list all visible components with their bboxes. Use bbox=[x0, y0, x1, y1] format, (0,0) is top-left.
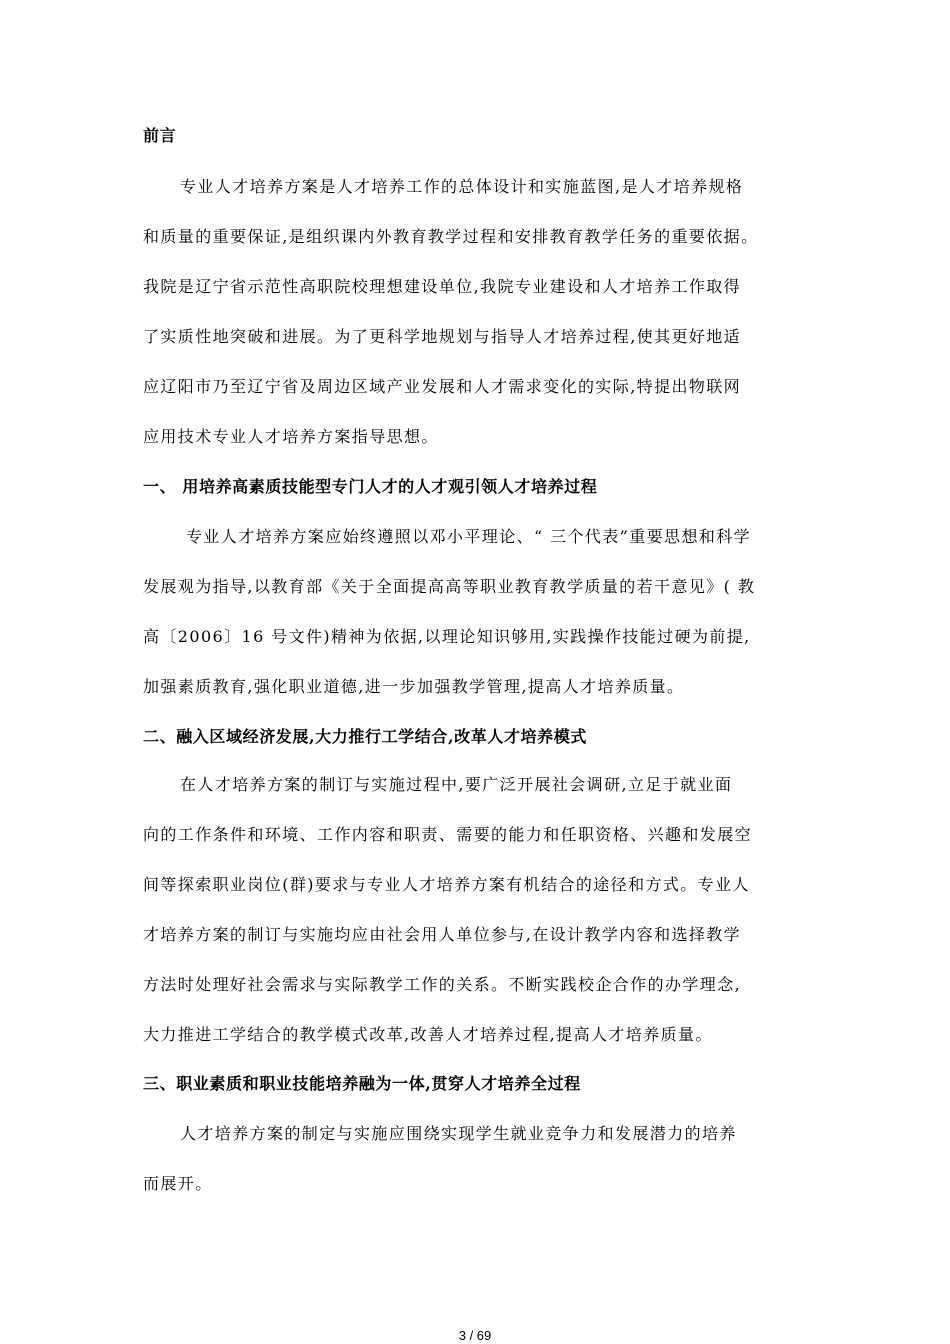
preface-paragraph-line: 应辽阳市乃至辽宁省及周边区域产业发展和人才需求变化的实际,特提出物联网 bbox=[143, 377, 742, 396]
section-2-paragraph-line: 在人才培养方案的制订与实施过程中,要广泛开展社会调研,立足于就业面 bbox=[180, 775, 733, 794]
section-1-heading: 一、 用培养高素质技能型专门人才的人才观引领人才培养过程 bbox=[143, 477, 598, 496]
section-2-paragraph-line: 大力推进工学结合的教学模式改革,改善人才培养过程,提高人才培养质量。 bbox=[143, 1025, 713, 1044]
section-3-paragraph-line: 而展开。 bbox=[143, 1174, 213, 1193]
preface-paragraph-line: 和质量的重要保证,是组织课内外教育教学过程和安排教育教学任务的重要依据。 bbox=[143, 227, 759, 246]
section-2-heading: 二、融入区域经济发展,大力推行工学结合,改革人才培养模式 bbox=[143, 727, 587, 746]
section-2-paragraph-line: 方法时处理好社会需求与实际教学工作的关系。不断实践校企合作的办学理念, bbox=[143, 975, 742, 994]
preface-title: 前言 bbox=[143, 126, 177, 145]
page-number: 3 / 69 bbox=[458, 1328, 492, 1343]
preface-paragraph-line: 专业人才培养方案是人才培养工作的总体设计和实施蓝图,是人才培养规格 bbox=[180, 177, 744, 196]
preface-paragraph-line: 应用技术专业人才培养方案指导思想。 bbox=[143, 427, 439, 446]
preface-paragraph-line: 了实质性地突破和进展。为了更科学地规划与指导人才培养过程,使其更好地适 bbox=[143, 327, 742, 346]
section-3-heading: 三、职业素质和职业技能培养融为一体,贯穿人才培养全过程 bbox=[143, 1074, 581, 1093]
section-2-paragraph-line: 向的工作条件和环境、工作内容和职责、需要的能力和任职资格、兴趣和发展空 bbox=[143, 825, 753, 844]
section-1-paragraph-line: 高〔2006〕16 号文件)精神为依据,以理论知识够用,实践操作技能过硬为前提, bbox=[143, 627, 751, 646]
section-2-paragraph-line: 才培养方案的制订与实施均应由社会用人单位参与,在设计教学内容和选择教学 bbox=[143, 925, 742, 944]
preface-paragraph-line: 我院是辽宁省示范性高职院校理想建设单位,我院专业建设和人才培养工作取得 bbox=[143, 277, 742, 296]
section-2-paragraph-line: 间等探索职业岗位(群)要求与专业人才培养方案有机结合的途径和方式。专业人 bbox=[143, 875, 750, 894]
section-1-paragraph-line: 专业人才培养方案应始终遵照以邓小平理论、“ 三个代表”重要思想和科学 bbox=[186, 527, 752, 546]
section-1-paragraph-line: 加强素质教育,强化职业道德,进一步加强教学管理,提高人才培养质量。 bbox=[143, 677, 685, 696]
section-3-paragraph-line: 人才培养方案的制定与实施应围绕实现学生就业竞争力和发展潜力的培养 bbox=[180, 1124, 737, 1143]
section-1-paragraph-line: 发展观为指导,以教育部《关于全面提高高等职业教育教学质量的若干意见》( 教 bbox=[143, 577, 756, 596]
